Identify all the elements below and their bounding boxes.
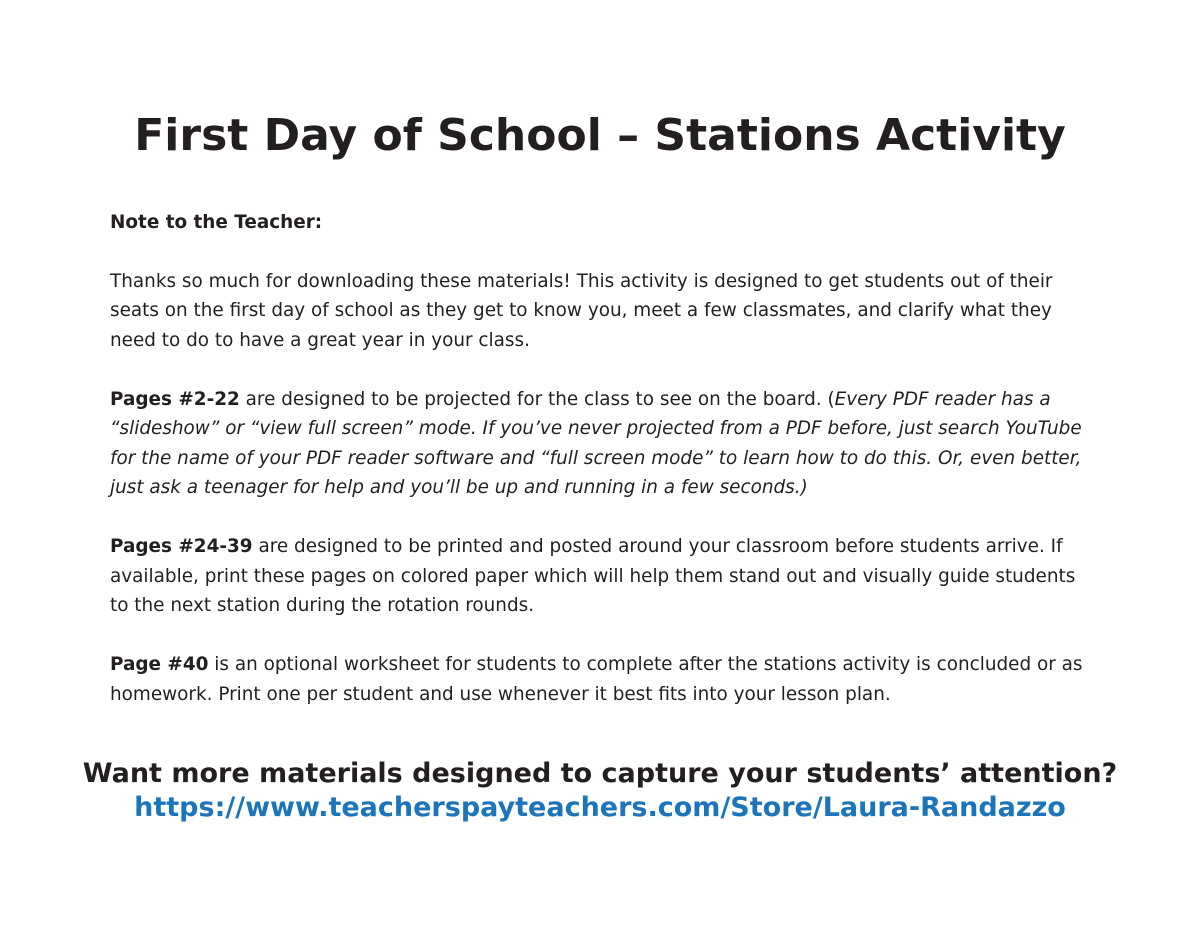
projection-text: are designed to be projected for the class to see on the board. (	[239, 388, 835, 410]
projection-tip-text: Every PDF reader has a “slideshow” or “view full screen” mode. If you’ve never projected from a PDF before, just search YouTube for the name of your PDF reader software and “full screen mode” to learn how to do this. Or, even better, just ask a teenager for help and you’ll be up and running in a few seconds.)	[110, 388, 1082, 498]
worksheet-paragraph	[110, 650, 1085, 709]
page-40-label: Page #40	[110, 654, 209, 675]
printing-paragraph	[110, 532, 1085, 621]
document-body	[110, 208, 1085, 739]
cta-question: Want more materials designed to capture your students’ attention?	[82, 758, 1118, 789]
intro-paragraph: Thanks so much for downloading these materials! This activity is designed to get students out of their seats on the first day of school as they get to know you, meet a few classmates, and clarify what they need to do to have a great year in your class.	[110, 270, 1053, 351]
pages-24-39-label: Pages #24-39	[110, 536, 253, 557]
projection-paragraph	[110, 385, 1085, 503]
worksheet-text: is an optional worksheet for students to complete after the stations activity is concluded or as homework. Print one per student and use whenever it best fits into your lesson plan.	[110, 654, 1083, 705]
pages-2-22-label: Pages #2-22	[110, 388, 240, 410]
page-title: First Day of School – Stations Activity	[134, 110, 1066, 161]
note-heading: Note to the Teacher:	[110, 212, 323, 233]
call-to-action	[0, 757, 1200, 825]
printing-text: are designed to be printed and posted around your classroom before students arrive. If available, print these pages on colored paper which will help them stand out and visually guide students to the next station during the rotation rounds.	[110, 536, 1076, 616]
store-link[interactable]: https://www.teacherspayteachers.com/Store/Laura-Randazzo	[134, 792, 1066, 823]
